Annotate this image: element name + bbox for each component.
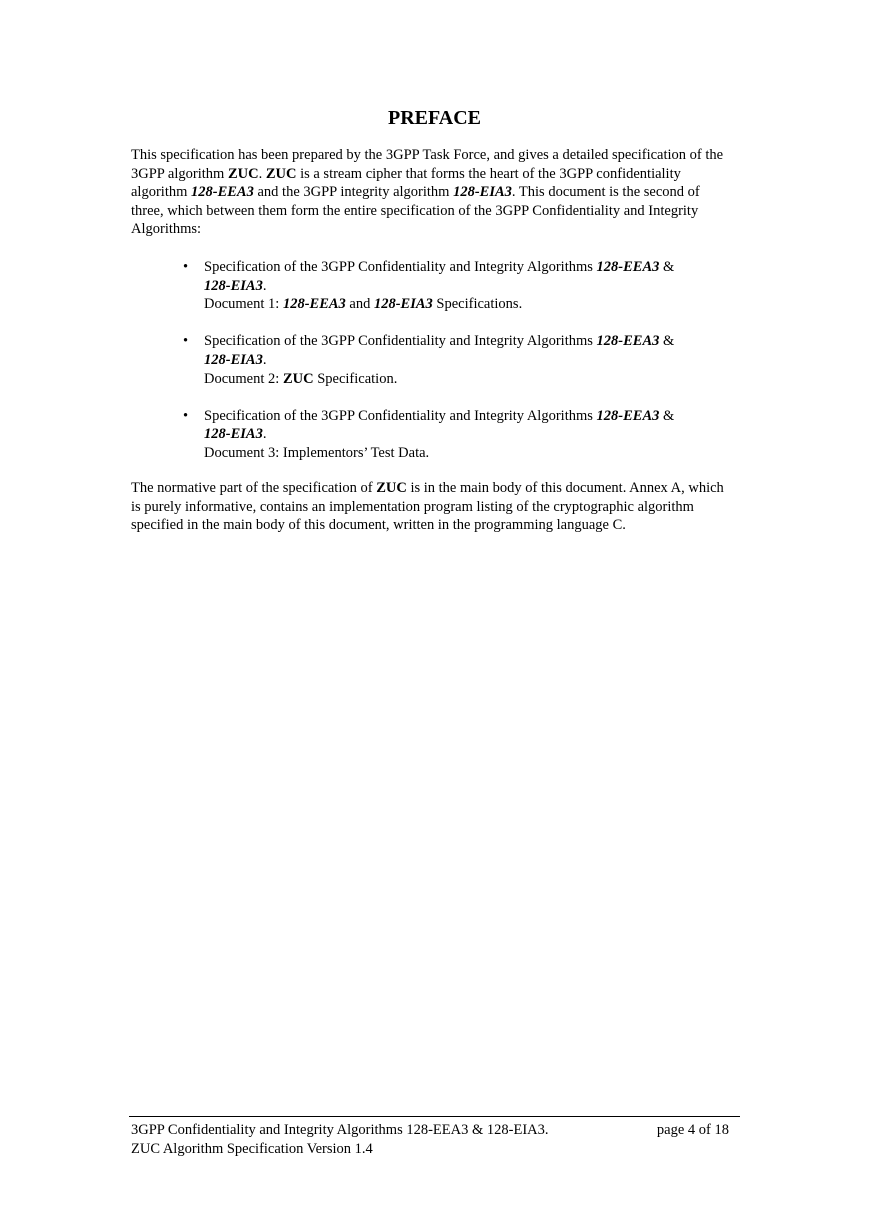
document-label: Specifications. — [432, 296, 523, 313]
intro-text-2: . — [258, 165, 266, 182]
footer-version: ZUC Algorithm Specification Version 1.4 — [131, 1141, 373, 1157]
bullet-dot-icon: • — [183, 333, 189, 350]
eia3-term: 128-EIA3 — [373, 296, 433, 313]
eia3-term: 128-EIA3 — [204, 351, 263, 368]
intro-text-4: and the 3GPP integrity algorithm — [253, 184, 454, 201]
zuc-term: ZUC — [265, 165, 297, 182]
bullet-dot-icon: • — [183, 259, 189, 275]
list-item — [131, 332, 731, 388]
item-text: Specification of the 3GPP Confidentiality and Integrity Algorithms — [204, 259, 597, 275]
item-text: . — [262, 277, 267, 294]
zuc-term: ZUC — [282, 370, 314, 387]
item-text: & — [659, 407, 675, 424]
intro-text-5: . This document is the second of three, which between them form the entire specification of the 3GPP Confidentiality and Integrity Algorithms: — [131, 184, 700, 238]
document-label: Specification. — [313, 370, 398, 387]
item-text: . — [262, 426, 267, 443]
eea3-term: 128-EEA3 — [596, 407, 660, 424]
eia3-term: 128-EIA3 — [204, 277, 263, 294]
footer-divider — [129, 1116, 740, 1117]
eia3-term: 128-EIA3 — [453, 184, 512, 201]
intro-text-3: is a stream cipher that forms the heart of the 3GPP confidentiality algorithm — [131, 165, 681, 201]
item-text: Specification of the 3GPP Confidentiality and Integrity Algorithms — [204, 333, 597, 350]
document-label: Document 1: — [204, 296, 283, 313]
list-item — [131, 407, 731, 463]
document-label: and — [345, 296, 374, 313]
item-text: . — [262, 351, 267, 368]
item-text: & — [659, 259, 675, 275]
closing-text-2: is in the main body of this document. Annex A, which is purely informative, contains an implementation program listing of the cryptographic algorithm specified in the main body of this document, written in the programming language C. — [131, 480, 724, 534]
footer-line-1 — [131, 1121, 729, 1140]
page-number: page 4 of 18 — [656, 1122, 729, 1138]
item-text: Specification of the 3GPP Confidentiality and Integrity Algorithms — [204, 407, 597, 424]
closing-paragraph — [131, 479, 731, 535]
eea3-term: 128-EEA3 — [596, 333, 660, 350]
document-list — [131, 258, 731, 481]
eea3-term: 128-EEA3 — [596, 259, 660, 275]
intro-paragraph — [131, 146, 731, 239]
list-item — [131, 258, 731, 314]
eea3-term: 128-EEA3 — [282, 296, 346, 313]
eea3-term: 128-EEA3 — [191, 184, 254, 201]
item-text: & — [659, 333, 675, 350]
page-title: PREFACE — [388, 107, 481, 129]
eia3-term: 128-EIA3 — [204, 426, 263, 443]
intro-text-1: This specification has been prepared by the 3GPP Task Force, and gives a detailed specification of the 3GPP algorithm — [131, 147, 724, 182]
document-label: Document 3: Implementors’ Test Data. — [204, 444, 430, 461]
closing-text-1: The normative part of the specification of — [131, 480, 377, 496]
bullet-dot-icon: • — [183, 407, 189, 424]
footer-doc-title: 3GPP Confidentiality and Integrity Algorithms 128-EEA3 & 128-EIA3. — [131, 1122, 549, 1138]
zuc-term: ZUC — [376, 480, 407, 496]
zuc-term: ZUC — [227, 165, 259, 182]
document-label: Document 2: — [204, 370, 283, 387]
